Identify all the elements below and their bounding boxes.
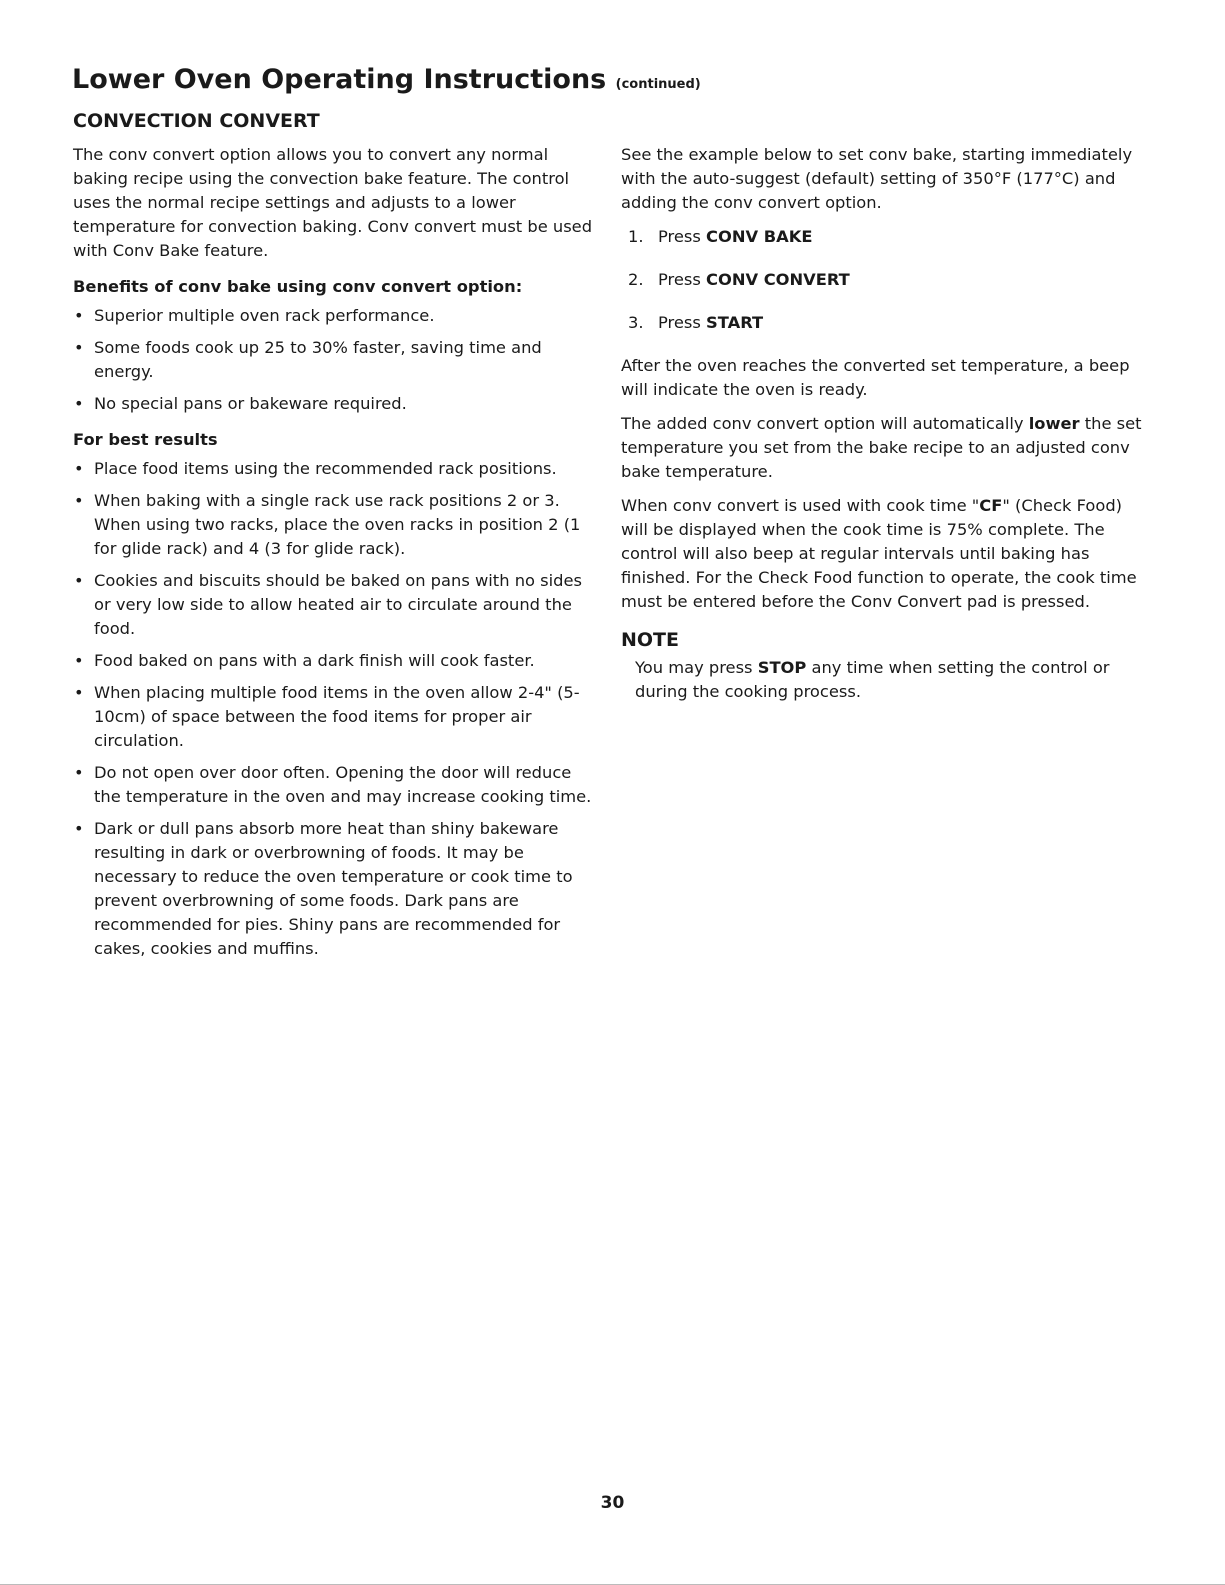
lower-keyword: lower (1028, 414, 1080, 433)
intro-paragraph: The conv convert option allows you to convert any normal baking recipe using the convection bake feature. The control uses the normal recipe settings and adjusts to a lower temperature for convection baking. Conv convert must be used with Conv Bake feature. (73, 145, 593, 260)
note-text-c: any time when setting the control or during the cooking process. (635, 658, 1110, 701)
list-item: • Cookies and biscuits should be baked on pans with no sides or very low side to allow heated air to circulate around the food. (73, 569, 598, 641)
list-item: • Superior multiple oven rack performance. (73, 304, 598, 328)
cf-text-a: When conv convert is used with cook time " (621, 496, 980, 515)
page-title (72, 64, 701, 95)
note-heading: NOTE (621, 629, 679, 651)
step-number: 2. (628, 270, 644, 289)
best-results-heading: For best results (73, 430, 218, 449)
step-prefix: Press (658, 270, 707, 289)
step-key: START (706, 313, 764, 332)
list-item: • When placing multiple food items in the oven allow 2-4" (5-10cm) of space between the food items for proper air circulation. (73, 681, 598, 753)
list-item: • No special pans or bakeware required. (73, 392, 598, 416)
list-item: • Do not open over door often. Opening the door will reduce the temperature in the oven and may increase cooking time. (73, 761, 598, 809)
step-prefix: Press (658, 227, 707, 246)
list-item: • Some foods cook up 25 to 30% faster, saving time and energy. (73, 336, 598, 384)
step-number: 1. (628, 227, 644, 246)
steps-list (621, 225, 1151, 335)
right-column (621, 143, 1151, 714)
example-paragraph: See the example below to set conv bake, starting immediately with the auto-suggest (default) setting of 350°F (177°C) and adding the conv convert option. (621, 145, 1133, 212)
page-number: 30 (600, 1493, 625, 1513)
page-title-text: Lower Oven Operating Instructions (72, 64, 607, 95)
lower-text-a: The added conv convert option will automatically (621, 414, 1029, 433)
section-title: CONVECTION CONVERT (73, 110, 320, 132)
cf-text-c: " (Check Food) will be displayed when the cook time is 75% complete. The control will also beep at regular intervals until baking has finished. For the Check Food function to operate, the cook time must be entered before the Conv Convert pad is pressed. (621, 496, 1137, 611)
note-text-a: You may press (635, 658, 758, 677)
list-item: • When baking with a single rack use rack positions 2 or 3. When using two racks, place the oven racks in position 2 (1 for glide rack) and 4 (3 for glide rack). (73, 489, 598, 561)
list-item: • Place food items using the recommended rack positions. (73, 457, 598, 481)
step-item (621, 311, 1151, 335)
list-item: • Dark or dull pans absorb more heat than shiny bakeware resulting in dark or overbrowning of foods. It may be necessary to reduce the oven temperature or cook time to prevent overbrowning of some foods. Dark pans are recommended for pies. Shiny pans are recommended for cakes, cookies and muffins. (73, 817, 598, 961)
benefits-list (73, 304, 598, 416)
best-results-list (73, 457, 598, 961)
cf-keyword: CF (979, 496, 1003, 515)
step-item (621, 225, 1151, 249)
note-paragraph (621, 656, 1151, 704)
step-item (621, 268, 1151, 292)
list-item: • Food baked on pans with a dark finish will cook faster. (73, 649, 598, 673)
stop-keyword: STOP (757, 658, 807, 677)
continued-label: (continued) (615, 77, 701, 92)
step-key: CONV BAKE (706, 227, 813, 246)
step-prefix: Press (658, 313, 707, 332)
after-paragraph: After the oven reaches the converted set temperature, a beep will indicate the oven is ready. (621, 356, 1130, 399)
step-key: CONV CONVERT (706, 270, 850, 289)
benefits-heading: Benefits of conv bake using conv convert option: (73, 277, 523, 296)
check-food-paragraph (621, 494, 1151, 614)
step-number: 3. (628, 313, 644, 332)
left-column (73, 143, 598, 969)
lower-paragraph (621, 412, 1151, 484)
lower-text-c: the set temperature you set from the bake recipe to an adjusted conv bake temperature. (621, 414, 1142, 481)
